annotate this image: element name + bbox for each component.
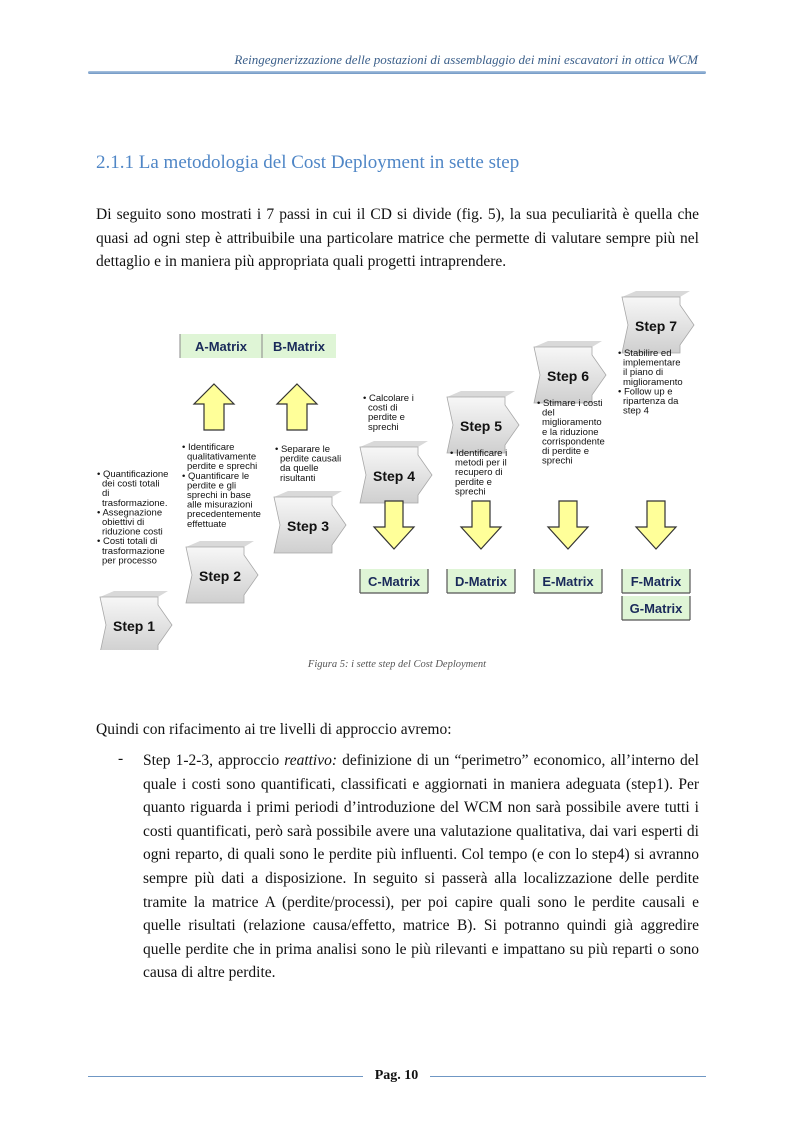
step5-note-line: perdite e xyxy=(455,476,492,488)
step-6-block xyxy=(534,341,606,403)
step1-note-line: riduzione costi xyxy=(102,526,163,538)
step3-notes xyxy=(275,444,341,484)
step1-note-line: • Costi totali di xyxy=(97,536,158,548)
step-5-top xyxy=(447,391,515,397)
step-5-block xyxy=(447,391,519,453)
step1-note-line: trasformazione xyxy=(102,545,165,557)
arrow-down-3-icon xyxy=(548,501,588,549)
step5-note-line: sprechi xyxy=(455,486,486,498)
list-bullet: - xyxy=(118,750,124,767)
step1-note-line: per processo xyxy=(102,555,157,567)
step6-note-line: di perdite e xyxy=(542,446,590,457)
step2-note-line: sprechi in base xyxy=(187,490,251,501)
step-1-block xyxy=(100,591,172,650)
matrix-f-box xyxy=(622,569,690,593)
step-4-top xyxy=(360,441,428,447)
step-7-top xyxy=(622,291,690,297)
matrix-g-box xyxy=(622,596,690,620)
matrix-e-box xyxy=(534,569,602,593)
step-1-label: Step 1 xyxy=(112,618,156,634)
figure-caption: Figura 5: i sette step del Cost Deployment xyxy=(307,659,487,670)
step1-notes xyxy=(97,469,168,566)
step6-note-line: e la riduzione xyxy=(542,426,599,438)
step-6-label: Step 6 xyxy=(546,368,590,384)
matrix-a-box xyxy=(180,334,262,358)
step7-note-line: step 4 xyxy=(623,405,649,417)
step6-note-line: • Stimare i costi xyxy=(537,398,603,409)
step3-note-line: • Separare le xyxy=(275,444,331,455)
matrix-b-label: B-Matrix xyxy=(272,339,326,354)
step2-note-line: precedentemente xyxy=(187,509,261,521)
step-2-block xyxy=(186,541,258,603)
step7-note-line: il piano di xyxy=(623,367,664,379)
step5-note-line: recupero di xyxy=(455,467,503,479)
arrow-down-2-icon xyxy=(461,501,501,549)
step7-note-line: • Stabilire ed xyxy=(618,348,672,359)
step-3-block xyxy=(274,491,346,553)
page-number: Pag. 10 xyxy=(374,1068,419,1083)
matrix-c-box xyxy=(360,569,428,593)
step1-note-line: trasformazione. xyxy=(102,497,168,509)
step5-notes xyxy=(450,448,507,497)
step1-note-line: • Quantificazione xyxy=(97,469,169,480)
step2-note-line: qualitativamente xyxy=(187,451,257,463)
step2-note-line: alle misurazioni xyxy=(187,499,253,511)
intro-paragraph: Di seguito sono mostrati i 7 passi in cui il CD si divide (fig. 5), la sua peculiarità è quella che quasi ad ogni step è attribuibile una particolare matrice che permette di valutare sempre più nel dettaglio e in maniera più appropriata quali progetti intraprendere. xyxy=(96,206,699,271)
section-title: 2.1.1 La metodologia del Cost Deployment in sette step xyxy=(96,152,520,173)
header-rule xyxy=(88,71,706,74)
step2-note-line: • Identificare xyxy=(182,442,235,453)
step5-note-line: metodi per il xyxy=(455,457,507,469)
step-4-label: Step 4 xyxy=(372,468,416,484)
step2-note-line: perdite e gli xyxy=(187,480,237,492)
arrow-up-b-icon xyxy=(277,384,317,430)
step3-note-line: risultanti xyxy=(280,472,316,484)
matrix-d-box xyxy=(447,569,515,593)
step3-note-line: da quelle xyxy=(280,463,319,475)
matrix-b-box xyxy=(262,334,336,358)
arrow-up-a-icon xyxy=(194,384,234,430)
step2-notes xyxy=(182,442,261,530)
step-3-label: Step 3 xyxy=(286,518,330,534)
step4-note-line: perdite e xyxy=(368,412,405,424)
step-2-top xyxy=(186,541,254,547)
step7-note-line: • Follow up e xyxy=(618,386,673,398)
step-2-label: Step 2 xyxy=(198,568,242,584)
step-4-block xyxy=(360,441,432,503)
step6-note-line: corrispondente xyxy=(542,436,605,448)
step-5-label: Step 5 xyxy=(459,418,503,434)
list-item-body: definizione di un “perimetro” economico, all’interno del quale i costi sono quantificati, classificati e aggiornati in maniera adeguata (step1). Per quanto riguarda i primi periodi d’introduzione del WCM non sarà possibile avere tutti i costi quantificati, però sarà possibile avere una valutazione qualitativa, dai vari esperti di ogni reparto, di quali sono le perdite più influenti. Col tempo (e con lo step4) si avranno sempre più dati a disposizione. In seguito si passerà alla localizzazione delle perdite tramite la matrice A (perdite/processi), per poi capire quali sono le perdite causali e quelle risultati (relazione causa/effetto, matrice B). Si potranno quindi già aggredire quelle perdite che in prima analisi sono le più rilevanti e impattano su più reparti o sono causa di altre perdite. xyxy=(143,752,699,982)
step1-note-line: obiettivi di xyxy=(102,517,145,528)
matrix-a-label: A-Matrix xyxy=(194,339,248,354)
step4-notes xyxy=(363,393,414,433)
step-7-label: Step 7 xyxy=(634,318,678,334)
step-1-top xyxy=(100,591,168,597)
step6-notes xyxy=(537,398,605,467)
arrow-down-4-icon xyxy=(636,501,676,549)
matrix-f-label: F-Matrix xyxy=(630,574,682,589)
matrix-e-label: E-Matrix xyxy=(542,574,594,589)
step2-note-line: • Quantificare le xyxy=(182,470,250,482)
footer-rule-right xyxy=(430,1076,706,1077)
list-item-emphasis: reattivo: xyxy=(284,752,338,769)
step3-note-line: perdite causali xyxy=(280,453,342,465)
step2-note-line: effettuate xyxy=(187,518,227,530)
matrix-d-label: D-Matrix xyxy=(454,574,508,589)
step2-note-line: perdite e sprechi xyxy=(187,461,258,473)
step7-note-line: implementare xyxy=(623,357,681,369)
list-item-lead: Step 1-2-3, approccio xyxy=(143,752,285,769)
step7-note-line: miglioramento xyxy=(623,376,683,388)
step6-note-line: del xyxy=(542,407,555,419)
step7-note-line: ripartenza da xyxy=(623,396,679,407)
footer-rule-left xyxy=(88,1076,363,1077)
matrix-g-label: G-Matrix xyxy=(629,601,683,616)
step4-note-line: sprechi xyxy=(368,421,399,433)
step5-note-line: • Identificare i xyxy=(450,448,508,459)
arrow-down-1-icon xyxy=(374,501,414,549)
list-item xyxy=(143,749,699,985)
matrix-c-label: C-Matrix xyxy=(367,574,421,589)
step-7-block xyxy=(622,291,694,353)
step-6-top xyxy=(534,341,602,347)
step4-note-line: costi di xyxy=(368,402,398,414)
step1-note-line: dei costi totali xyxy=(102,478,160,490)
step6-note-line: miglioramento xyxy=(542,417,602,429)
running-header: Reingegnerizzazione delle postazioni di assemblaggio dei mini escavatori in ottica WCM xyxy=(234,52,698,67)
step1-note-line: • Assegnazione xyxy=(97,507,163,519)
step4-note-line: • Calcolare i xyxy=(363,393,414,404)
step7-notes xyxy=(618,348,683,417)
step1-note-line: di xyxy=(102,488,110,500)
step6-note-line: sprechi xyxy=(542,455,573,467)
levels-intro: Quindi con rifacimento ai tre livelli di approccio avremo: xyxy=(96,721,452,738)
step-3-top xyxy=(274,491,342,497)
cost-deployment-figure xyxy=(90,280,700,650)
